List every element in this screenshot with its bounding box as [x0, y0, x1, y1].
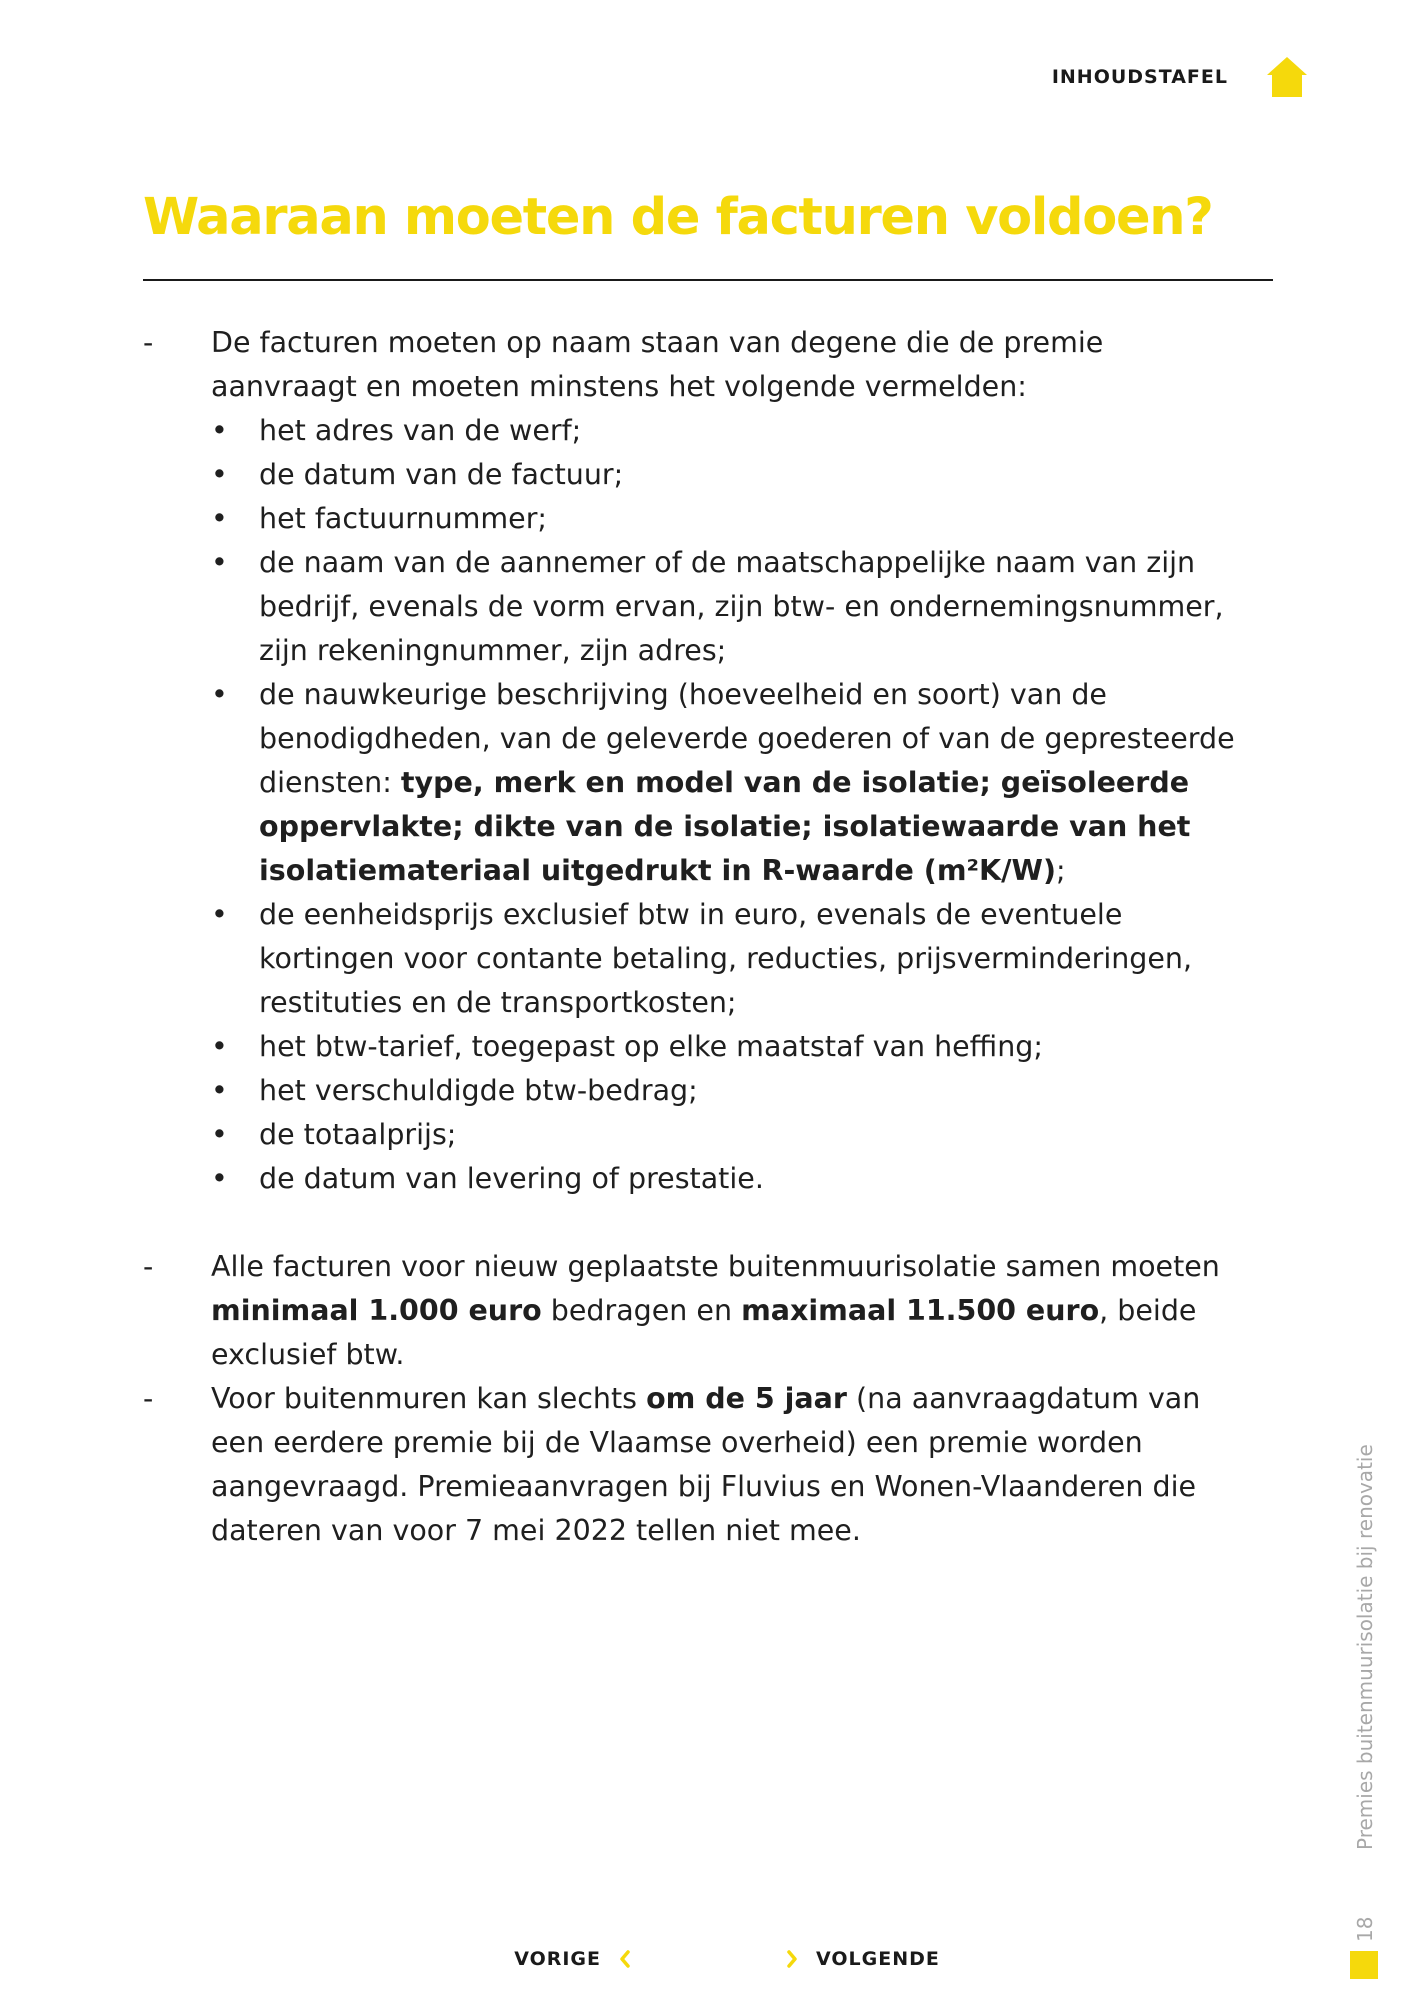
chevron-right-icon: [786, 1950, 798, 1968]
list-item: • het adres van de werf;: [211, 409, 1243, 453]
list-item: • de datum van de factuur;: [211, 453, 1243, 497]
maximum-amount: maximaal 11.500 euro: [741, 1294, 1100, 1327]
title-divider: [143, 279, 1273, 281]
dash-marker: -: [143, 1382, 154, 1415]
frequency-text: (na aanvraagdatum van een eerdere premie bij de Vlaamse overheid) een premie worden aangevraagd. Premieaanvragen bij Fluvius en Wonen-Vlaanderen die dateren van voor 7 mei 2022 tellen niet mee.: [211, 1382, 1201, 1547]
amount-text: bedragen en: [541, 1294, 742, 1327]
list-item: • het factuurnummer;: [211, 497, 1243, 541]
list-item: [211, 673, 1243, 893]
top-navigation: [1052, 55, 1308, 99]
home-icon[interactable]: [1266, 55, 1308, 99]
next-label: VOLGENDE: [816, 1948, 940, 1970]
page-number: 18: [1353, 1916, 1377, 1942]
item-suffix: ;: [1055, 854, 1066, 887]
invoice-requirements-list: [211, 409, 1243, 1201]
main-content: [143, 321, 1243, 1553]
minimum-amount: minimaal 1.000 euro: [211, 1294, 542, 1327]
previous-label: VORIGE: [514, 1948, 601, 1970]
dash-marker: -: [143, 1250, 154, 1283]
requirement-invoice-contents: [143, 321, 1243, 1201]
list-item: • het btw-tarief, toegepast op elke maatstaf van heffing;: [211, 1025, 1243, 1069]
spacer: [143, 1201, 1243, 1245]
frequency-period: om de 5 jaar: [646, 1382, 847, 1415]
document-title-vertical: Premies buitenmuurisolatie bij renovatie: [1353, 1444, 1377, 1850]
list-item: • de eenheidsprijs exclusief btw in euro, evenals de eventuele kortingen voor contante betaling, reducties, prijsverminderingen, restituties en de transportkosten;: [211, 893, 1243, 1025]
list-item: • de naam van de aannemer of de maatschappelijke naam van zijn bedrijf, evenals de vorm ervan, zijn btw- en ondernemingsnummer, zijn rekeningnummer, zijn adres;: [211, 541, 1243, 673]
list-item: • de datum van levering of prestatie.: [211, 1157, 1243, 1201]
list-item: • het verschuldigde btw-bedrag;: [211, 1069, 1243, 1113]
frequency-text: Voor buitenmuren kan slechts: [211, 1382, 647, 1415]
requirement-frequency: [143, 1377, 1243, 1553]
dash-marker: -: [143, 326, 154, 359]
next-page-button[interactable]: [786, 1948, 940, 1970]
item-text: de nauwkeurige beschrijving (hoeveelheid en soort) van de benodigdheden, van de geleverde goederen of van de gepresteerde diensten:: [259, 678, 1235, 799]
amount-text: , beide exclusief btw.: [211, 1294, 1197, 1371]
bottom-navigation: [0, 1948, 1409, 1978]
chevron-left-icon: [619, 1950, 631, 1968]
requirement-amount: [143, 1245, 1243, 1377]
table-of-contents-link[interactable]: INHOUDSTAFEL: [1051, 66, 1228, 88]
item-bold-text: type, merk en model van de isolatie; geïsoleerde oppervlakte; dikte van de isolatie; isolatiewaarde van het isolatiemateriaal uitgedrukt in R-waarde (m²K/W): [259, 766, 1191, 887]
amount-text: Alle facturen voor nieuw geplaatste buitenmuurisolatie samen moeten: [211, 1250, 1220, 1283]
intro-text: De facturen moeten op naam staan van degene die de premie aanvraagt en moeten minstens het volgende vermelden:: [211, 326, 1104, 403]
page-title: Waaraan moeten de facturen voldoen?: [143, 188, 1213, 247]
previous-page-button[interactable]: [514, 1948, 631, 1970]
list-item: • de totaalprijs;: [211, 1113, 1243, 1157]
